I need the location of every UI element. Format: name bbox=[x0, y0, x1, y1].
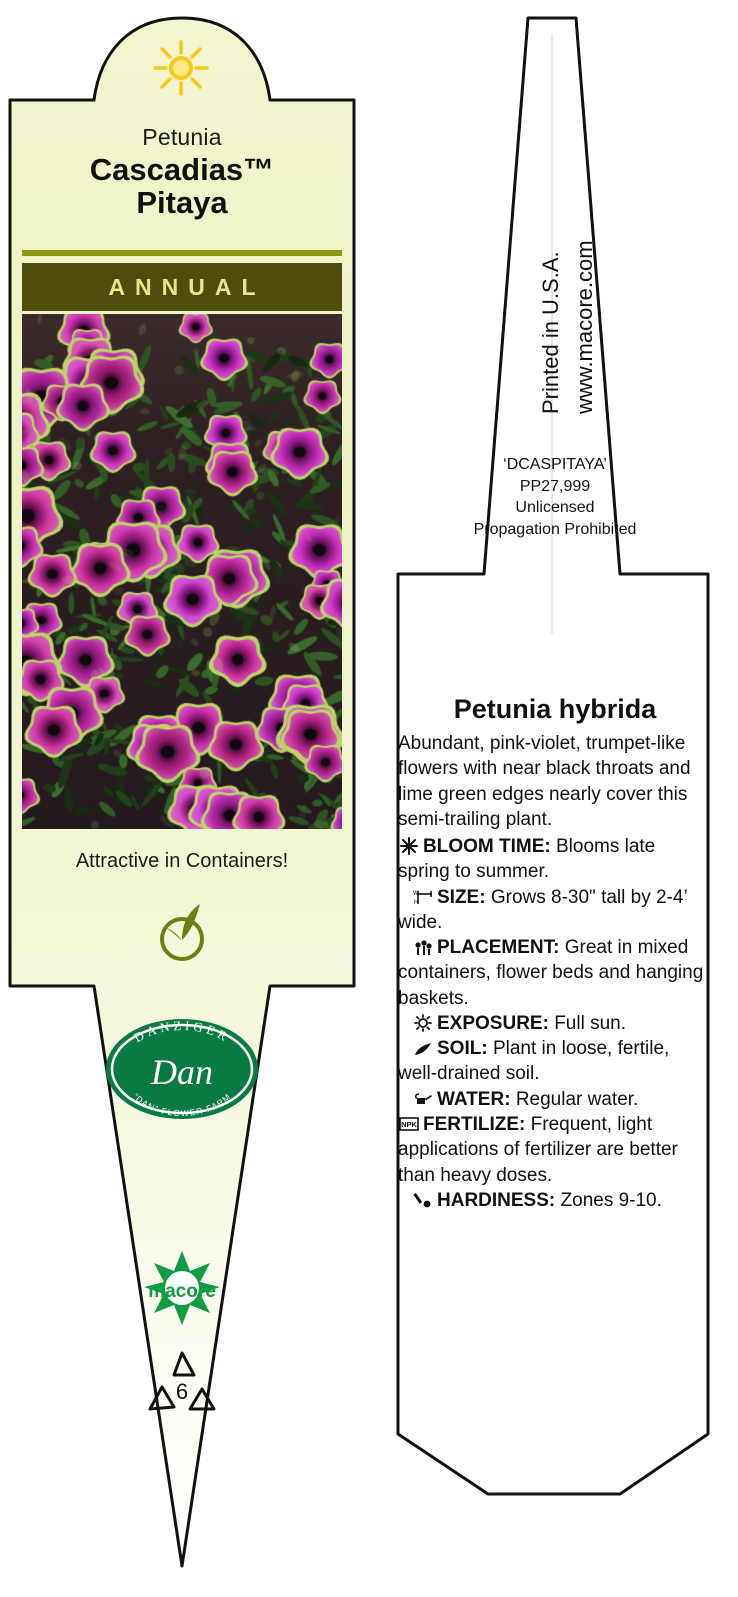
genus-label: Petunia bbox=[142, 124, 222, 150]
care-facts-list bbox=[398, 834, 708, 1213]
svg-text:W: W bbox=[413, 890, 419, 897]
macore-wordmark: macore bbox=[148, 1281, 216, 1302]
fact-label: SIZE: bbox=[437, 886, 486, 908]
fact-value: Grows 8-30" tall by 2-4’ wide. bbox=[398, 886, 687, 933]
fact-size bbox=[398, 885, 708, 936]
fact-value: Blooms late spring to summer. bbox=[398, 836, 656, 883]
npk-bag-icon bbox=[398, 1115, 420, 1133]
flower-photo bbox=[22, 314, 342, 829]
soil-trowel-icon bbox=[412, 1039, 434, 1057]
danziger-logo bbox=[104, 1014, 260, 1124]
fact-soil bbox=[398, 1036, 708, 1087]
variety-name-line2: Pitaya bbox=[136, 185, 228, 221]
flower-photo-canvas bbox=[22, 314, 342, 829]
website-url: www.macore.com bbox=[572, 240, 597, 414]
recycle-code: 6 bbox=[175, 1379, 189, 1404]
fact-label: FERTILIZE: bbox=[423, 1113, 526, 1135]
macore-logo bbox=[124, 1249, 240, 1329]
fact-label: WATER: bbox=[437, 1088, 511, 1110]
watering-can-icon bbox=[412, 1090, 434, 1108]
vertical-text-block bbox=[370, 14, 730, 434]
fact-label: SOIL: bbox=[437, 1038, 488, 1060]
cultivar-code: ‘DCASPITAYA’ bbox=[503, 456, 607, 473]
size-arrows-icon bbox=[412, 888, 434, 906]
leaf-sprout-logo bbox=[150, 894, 214, 964]
caption-text: Attractive in Containers! bbox=[75, 850, 289, 872]
category-label: ANNUAL bbox=[108, 274, 266, 300]
danziger-monogram: Dan bbox=[151, 1052, 213, 1092]
plant-description: Abundant, pink-violet, trumpet-like flowers with near black throats and lime green edges nearly cover this semi-trailing plant. bbox=[398, 733, 691, 830]
danziger-top-text: DANZIGER bbox=[131, 1017, 233, 1046]
license-status: Unlicensed bbox=[515, 499, 595, 517]
svg-text:NPK: NPK bbox=[401, 1119, 417, 1129]
thermometer-icon bbox=[412, 1191, 434, 1209]
propagation-notice: Propagation Prohibited bbox=[473, 520, 637, 538]
brand-title-block bbox=[22, 112, 342, 244]
care-info-block bbox=[398, 694, 708, 1213]
danziger-bottom-text: “DAN” FLOWER FARM bbox=[131, 1091, 233, 1119]
plants-icon bbox=[412, 938, 434, 956]
patent-block bbox=[410, 454, 700, 540]
fact-label: HARDINESS: bbox=[437, 1189, 556, 1211]
fact-value: Zones 9-10. bbox=[560, 1189, 662, 1211]
sun-exposure-icon bbox=[412, 1014, 434, 1032]
scientific-name: Petunia hybrida bbox=[453, 694, 657, 724]
fact-label: EXPOSURE: bbox=[437, 1012, 549, 1034]
fact-fertilize bbox=[398, 1112, 708, 1188]
fact-water bbox=[398, 1087, 708, 1112]
divider-rule-top bbox=[22, 250, 342, 256]
sun-icon bbox=[153, 40, 209, 96]
fact-bloom-time bbox=[398, 834, 708, 885]
patent-number: PP27,999 bbox=[519, 477, 591, 495]
flower-icon bbox=[398, 837, 420, 855]
fact-placement bbox=[398, 935, 708, 1011]
printed-in-usa: Printed in U.S.A. bbox=[538, 251, 563, 414]
fact-label: PLACEMENT: bbox=[437, 937, 560, 959]
plant-tag-front bbox=[8, 14, 356, 1574]
sun-area bbox=[8, 18, 356, 108]
fact-value: Regular water. bbox=[515, 1088, 639, 1110]
fact-hardiness bbox=[398, 1188, 708, 1213]
fact-label: BLOOM TIME: bbox=[423, 836, 551, 858]
fact-value: Full sun. bbox=[554, 1012, 627, 1034]
caption-area bbox=[22, 832, 342, 890]
fact-value: Plant in loose, fertile, well-drained soil. bbox=[398, 1038, 670, 1085]
fact-exposure bbox=[398, 1011, 708, 1036]
fact-value: Great in mixed containers, flower beds and hanging baskets. bbox=[398, 937, 704, 1009]
variety-name-line1: Cascadias™ bbox=[89, 152, 275, 187]
category-band bbox=[22, 263, 342, 311]
plant-tag-back bbox=[370, 14, 730, 1574]
svg-text:H: H bbox=[414, 899, 419, 906]
recycle-icon bbox=[142, 1347, 222, 1419]
fact-value: Frequent, light applications of fertilizer are better than heavy doses. bbox=[398, 1113, 678, 1186]
